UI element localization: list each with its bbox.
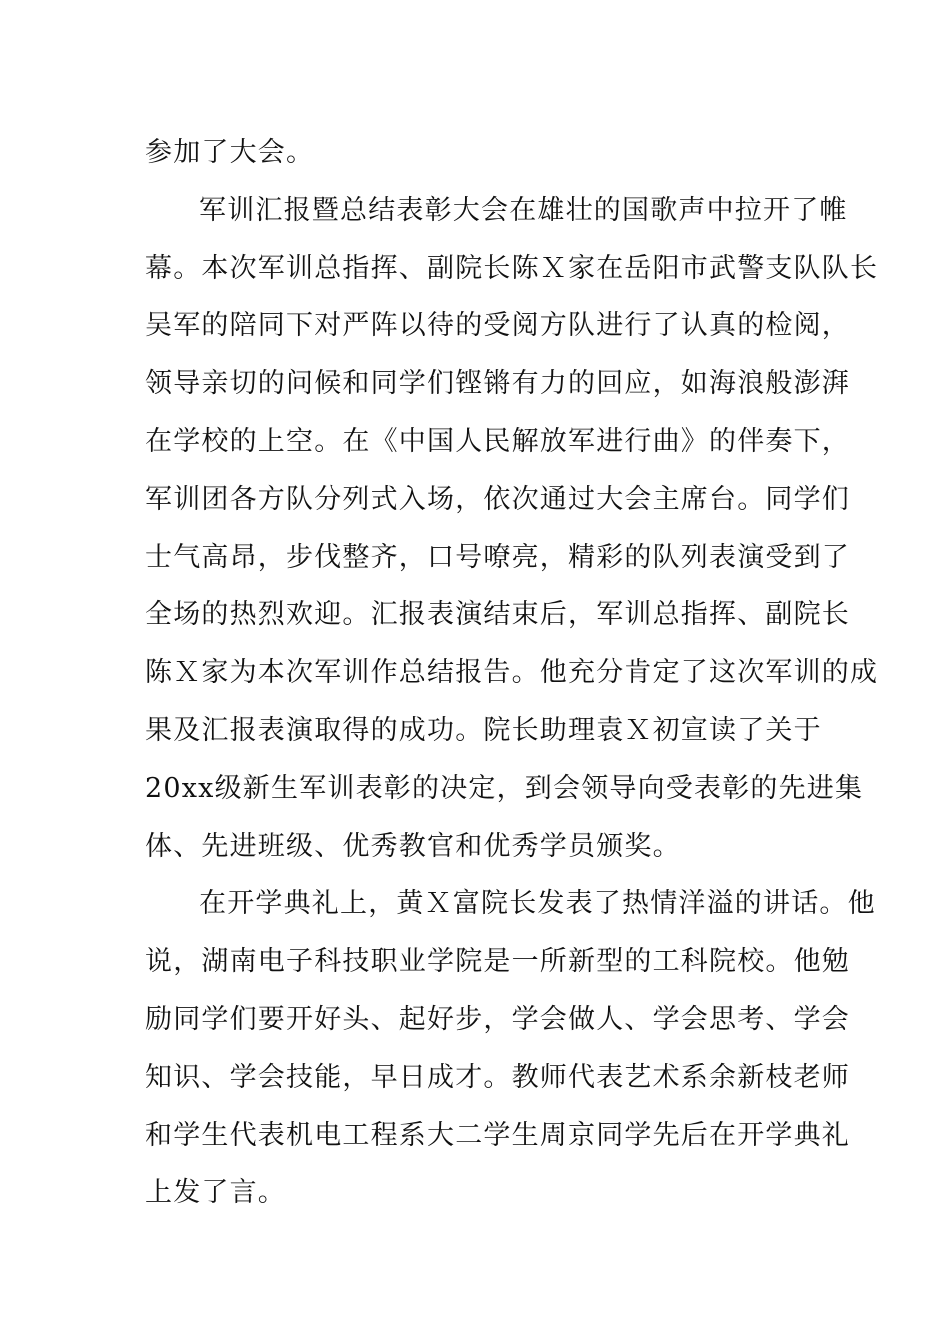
text-line: 在开学典礼上，黄Ｘ富院长发表了热情洋溢的讲话。他 — [199, 888, 876, 920]
text-line: 军训汇报暨总结表彰大会在雄壮的国歌声中拉开了帷 — [199, 194, 848, 226]
body-text — [145, 124, 879, 1222]
text-line: 士气高昂，步伐整齐，口号嘹亮，精彩的队列表演受到了 — [145, 541, 850, 573]
text-line: 励同学们要开好头、起好步，学会做人、学会思考、学会 — [145, 1003, 850, 1035]
text-line: 知识、学会技能，早日成才。教师代表艺术系余新枝老师 — [145, 1061, 850, 1093]
text-line: 陈Ｘ家为本次军训作总结报告。他充分肯定了这次军训的成 — [145, 657, 879, 689]
text-line: 军训团各方队分列式入场，依次通过大会主席台。同学们 — [145, 483, 850, 515]
text-line: 领导亲切的问候和同学们铿锵有力的回应，如海浪般澎湃 — [145, 368, 850, 400]
text-line: 20xx级新生军训表彰的决定，到会领导向受表彰的先进集 — [145, 772, 864, 804]
text-line: 说，湖南电子科技职业学院是一所新型的工科院校。他勉 — [145, 946, 850, 978]
text-line: 在学校的上空。在《中国人民解放军进行曲》的伴奏下， — [145, 425, 850, 457]
text-line: 体、先进班级、优秀教官和优秀学员颁奖。 — [145, 830, 681, 862]
text-line: 吴军的陪同下对严阵以待的受阅方队进行了认真的检阅， — [145, 310, 850, 342]
text-line: 参加了大会。 — [145, 137, 315, 168]
text-line: 果及汇报表演取得的成功。院长助理袁Ｘ初宣读了关于 — [145, 714, 822, 746]
text-line: 全场的热烈欢迎。汇报表演结束后，军训总指挥、副院长 — [145, 599, 850, 631]
text-line: 幕。本次军训总指挥、副院长陈Ｘ家在岳阳市武警支队队长 — [145, 252, 879, 284]
text-line: 上发了言。 — [145, 1177, 286, 1209]
text-line: 和学生代表机电工程系大二学生周京同学先后在开学典礼 — [145, 1119, 850, 1151]
